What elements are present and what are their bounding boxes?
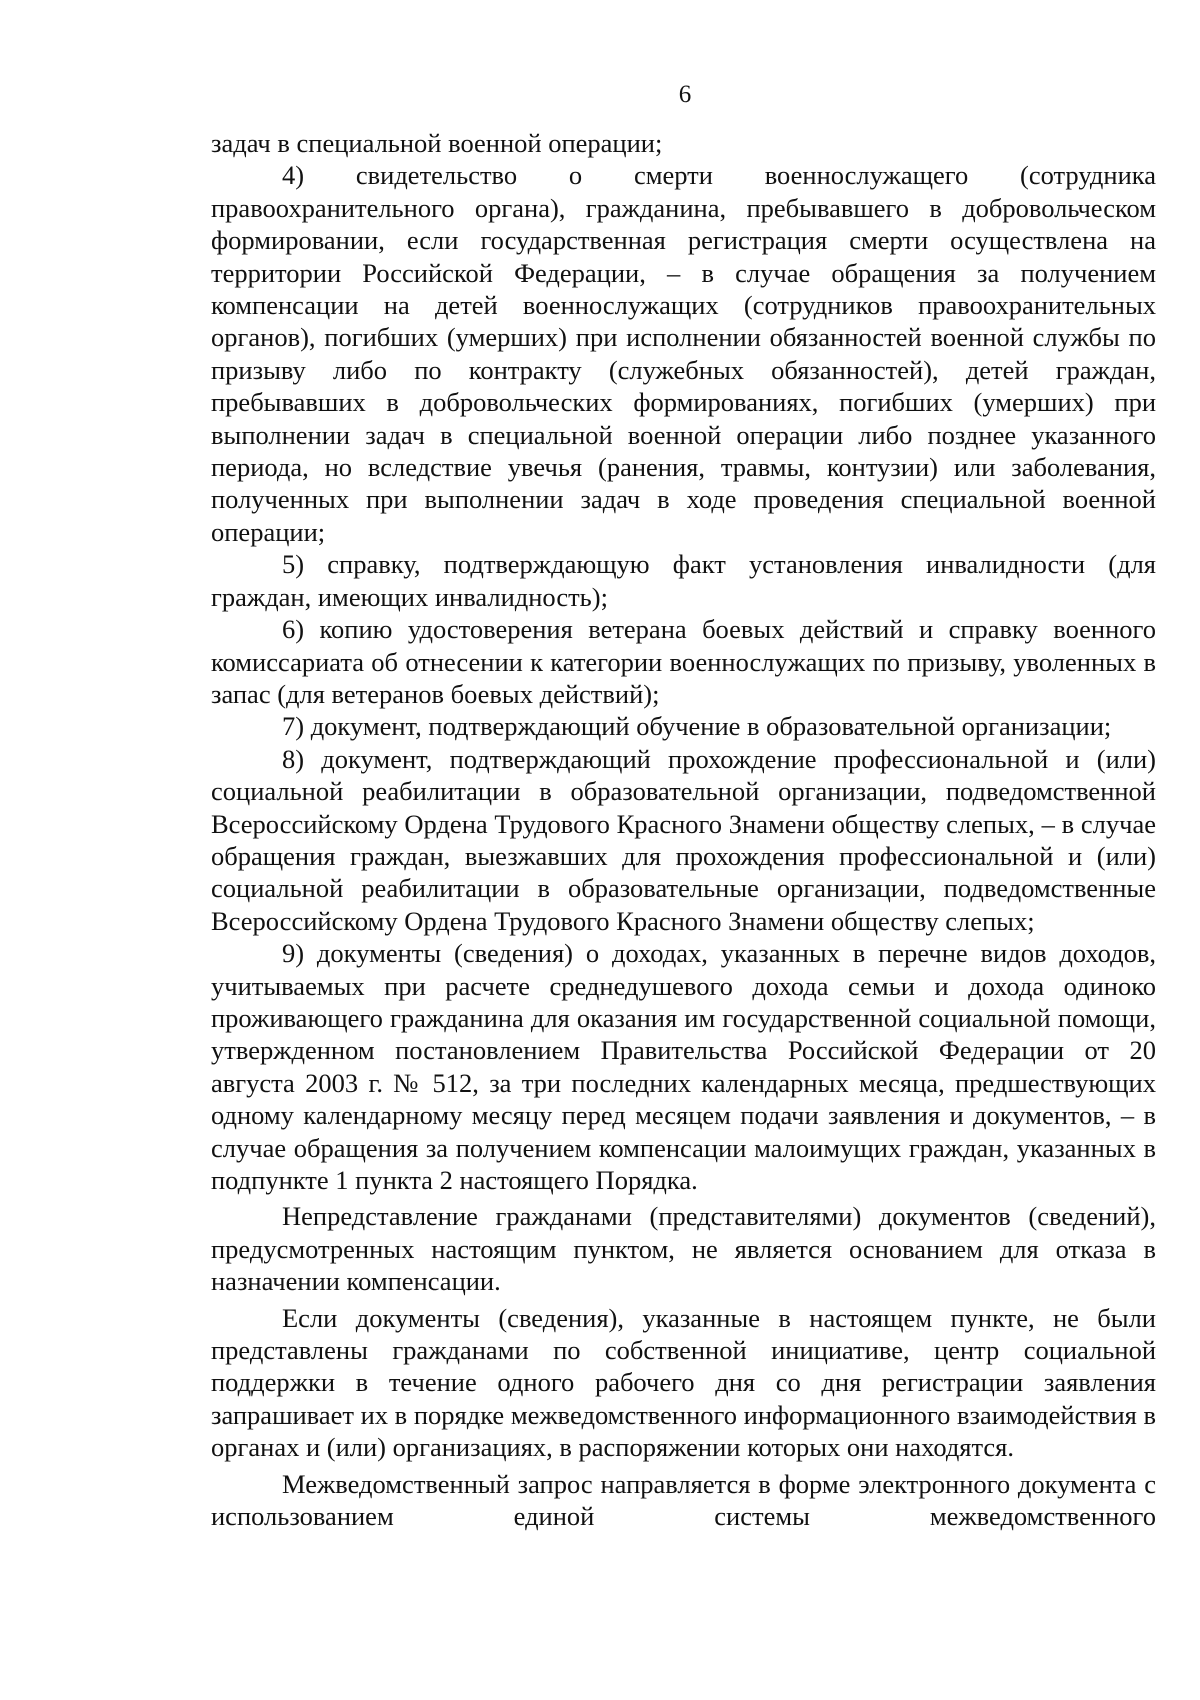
paragraph-interagency-request: Если документы (сведения), указанные в настоящем пункте, не были представлены гражданами по собственной инициативе, центр социальной поддержки в течение одного рабочего дня со дня регистрации заявления запрашивает их в порядке межведомственного информационного взаимодействия в органах и (или) организациях, в распоряжении которых они находятся.	[211, 1302, 1156, 1463]
paragraph-item-4: 4) свидетельство о смерти военнослужащего (сотрудника правоохранительного органа), гражданина, пребывавшего в добровольческом формировании, если государственная регистрация смерти осуществлена на территории Российской Федерации, – в случае обращения за получением компенсации на детей военнослужащих (сотрудников правоохранительных органов), погибших (умерших) при исполнении обязанностей военной службы по призыву либо по контракту (служебных обязанностей), детей граждан, пребывавших в добровольческих формированиях, погибших (умерших) при выполнении задач в специальной военной операции либо позднее указанного периода, но вследствие увечья (ранения, травмы, контузии) или заболевания, полученных при выполнении задач в ходе проведения специальной военной операции;	[211, 160, 1156, 547]
document-body	[211, 127, 1156, 1532]
paragraph-item-6: 6) копию удостоверения ветерана боевых действий и справку военного комиссариата об отнесении к категории военнослужащих по призыву, уволенных в запас (для ветеранов боевых действий);	[211, 614, 1156, 709]
paragraph-item-7: 7) документ, подтверждающий обучение в образовательной организации;	[282, 711, 1112, 742]
page-number: 6	[678, 81, 692, 108]
paragraph-electronic-request: Межведомственный запрос направляется в форме электронного документа с использованием единой системы межведомственного	[211, 1468, 1156, 1532]
paragraph-continuation: задач в специальной военной операции;	[211, 128, 663, 158]
paragraph-item-8: 8) документ, подтверждающий прохождение профессиональной и (или) социальной реабилитации в образовательной организации, подведомственной Всероссийскому Ордена Трудового Красного Знамени обществу слепых, – в случае обращения граждан, выезжавших для прохождения профессиональной и (или) социальной реабилитации в образовательные организации, подведомственные Всероссийскому Ордена Трудового Красного Знамени обществу слепых;	[211, 743, 1156, 936]
paragraph-item-9: 9) документы (сведения) о доходах, указанных в перечне видов доходов, учитываемых при расчете среднедушевого дохода семьи и дохода одиноко проживающего гражданина для оказания им государственной социальной помощи, утвержденном постановлением Правительства Российской Федерации от 20 августа 2003 г. № 512, за три последних календарных месяца, предшествующих одному календарному месяцу перед месяцем подачи заявления и документов, – в случае обращения за получением компенсации малоимущих граждан, указанных в подпункте 1 пункта 2 настоящего Порядка.	[211, 938, 1156, 1195]
paragraph-nonsubmission: Непредставление гражданами (представителями) документов (сведений), предусмотренных настоящим пунктом, не является основанием для отказа в назначении компенсации.	[211, 1201, 1156, 1297]
paragraph-item-5: 5) справку, подтверждающую факт установления инвалидности (для граждан, имеющих инвалидность);	[211, 549, 1156, 612]
